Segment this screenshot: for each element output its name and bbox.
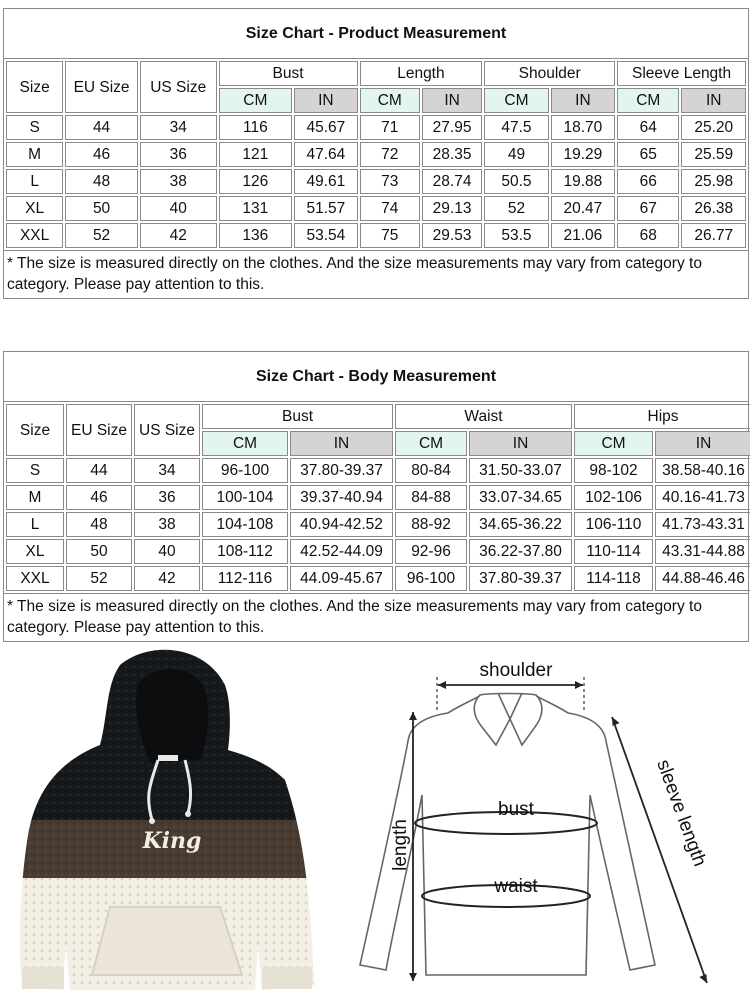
table-cell: 74 [360,196,420,221]
unit-in-header: IN [290,431,393,456]
unit-in-header: IN [551,88,615,113]
table-cell: 34 [134,458,200,483]
table-cell: XXL [6,566,64,591]
table-cell: 47.64 [294,142,357,167]
product-table-row [6,115,746,140]
body-table-row [6,539,750,564]
table-cell: 96-100 [395,566,467,591]
table-cell: XL [6,196,63,221]
unit-cm-header: CM [202,431,288,456]
table-cell: 46 [65,142,138,167]
table-cell: 43.31-44.88 [655,539,750,564]
table-cell: L [6,169,63,194]
table-cell: 29.13 [422,196,482,221]
diagram-bust-label: bust [498,799,534,820]
table-cell: 40.94-42.52 [290,512,393,537]
group-header-shoulder: Shoulder [484,61,615,86]
table-cell: 40.16-41.73 [655,485,750,510]
table-cell: 53.5 [484,223,548,248]
us-size-header: US Size [134,404,200,456]
table-cell: 44 [65,115,138,140]
table-cell: 96-100 [202,458,288,483]
product-size-chart [3,8,749,299]
table-cell: 80-84 [395,458,467,483]
table-cell: 48 [65,169,138,194]
size-header: Size [6,404,64,456]
group-header-sleeve-length: Sleeve Length [617,61,746,86]
diagram-shoulder-label: shoulder [479,660,553,681]
group-header-bust: Bust [202,404,393,429]
table-cell: 33.07-34.65 [469,485,572,510]
table-cell: 34.65-36.22 [469,512,572,537]
table-cell: 44.88-46.46 [655,566,750,591]
table-cell: XL [6,539,64,564]
table-cell: 25.20 [681,115,746,140]
table-cell: 51.57 [294,196,357,221]
table-cell: XXL [6,223,63,248]
table-cell: 36 [134,485,200,510]
table-cell: 92-96 [395,539,467,564]
table-cell: 88-92 [395,512,467,537]
eu-size-header: EU Size [65,61,138,113]
table-cell: 106-110 [574,512,653,537]
hoodie-product-image [0,645,330,1000]
table-cell: 49 [484,142,548,167]
table-cell: 121 [219,142,293,167]
table-cell: 98-102 [574,458,653,483]
eu-size-header: EU Size [66,404,132,456]
table-cell: 52 [66,566,132,591]
table-cell: 31.50-33.07 [469,458,572,483]
body-table-row [6,485,750,510]
product-size-table [4,59,748,250]
table-cell: 42 [140,223,217,248]
table-cell: 28.74 [422,169,482,194]
table-cell: 34 [140,115,217,140]
table-cell: 110-114 [574,539,653,564]
table-cell: 36.22-37.80 [469,539,572,564]
product-table-row [6,196,746,221]
table-cell: 38.58-40.16 [655,458,750,483]
table-cell: 52 [65,223,138,248]
product-table-row [6,223,746,248]
table-cell: 49.61 [294,169,357,194]
table-cell: 131 [219,196,293,221]
table-cell: M [6,142,63,167]
unit-cm-header: CM [484,88,548,113]
table-cell: 28.35 [422,142,482,167]
table-cell: 37.80-39.37 [290,458,393,483]
body-chart-note: * The size is measured directly on the clothes. And the size measurements may vary from category to category. Please pay attention to this. [4,593,748,641]
unit-in-header: IN [422,88,482,113]
unit-cm-header: CM [617,88,679,113]
group-header-length: Length [360,61,483,86]
unit-cm-header: CM [395,431,467,456]
table-cell: 20.47 [551,196,615,221]
table-cell: 53.54 [294,223,357,248]
table-cell: 38 [140,169,217,194]
table-cell: 52 [484,196,548,221]
table-cell: 136 [219,223,293,248]
table-cell: 66 [617,169,679,194]
table-cell: 68 [617,223,679,248]
unit-cm-header: CM [574,431,653,456]
body-table-row [6,458,750,483]
table-cell: 42 [134,566,200,591]
unit-in-header: IN [294,88,357,113]
table-cell: S [6,458,64,483]
table-cell: 44 [66,458,132,483]
table-cell: 21.06 [551,223,615,248]
table-cell: L [6,512,64,537]
diagram-waist-label: waist [494,876,538,897]
table-cell: 18.70 [551,115,615,140]
unit-in-header: IN [655,431,750,456]
table-cell: 25.59 [681,142,746,167]
table-cell: 47.5 [484,115,548,140]
table-cell: 48 [66,512,132,537]
table-cell: 45.67 [294,115,357,140]
table-cell: 102-106 [574,485,653,510]
group-header-waist: Waist [395,404,572,429]
size-header: Size [6,61,63,113]
us-size-header: US Size [140,61,217,113]
body-size-table [4,402,750,593]
table-cell: 104-108 [202,512,288,537]
table-cell: 108-112 [202,539,288,564]
product-chart-note: * The size is measured directly on the clothes. And the size measurements may vary from category to category. Please pay attention to this. [4,250,748,298]
product-table-row [6,142,746,167]
table-cell: 50 [65,196,138,221]
product-chart-title: Size Chart - Product Measurement [4,9,748,59]
table-cell: 26.77 [681,223,746,248]
table-cell: 75 [360,223,420,248]
measurement-diagram [330,645,750,1000]
product-table-row [6,169,746,194]
table-cell: 39.37-40.94 [290,485,393,510]
body-size-chart [3,351,749,642]
table-cell: 65 [617,142,679,167]
table-cell: 40 [134,539,200,564]
table-cell: 100-104 [202,485,288,510]
group-header-bust: Bust [219,61,358,86]
table-cell: 67 [617,196,679,221]
table-cell: 84-88 [395,485,467,510]
table-cell: 41.73-43.31 [655,512,750,537]
table-cell: 50 [66,539,132,564]
table-cell: 19.29 [551,142,615,167]
unit-cm-header: CM [360,88,420,113]
table-cell: 36 [140,142,217,167]
hoodie-chest-text: King [142,828,202,854]
body-table-row [6,512,750,537]
table-cell: 37.80-39.37 [469,566,572,591]
table-cell: 26.38 [681,196,746,221]
table-cell: 71 [360,115,420,140]
unit-in-header: IN [681,88,746,113]
table-cell: 27.95 [422,115,482,140]
diagram-length-label: length [390,819,411,871]
table-cell: 40 [140,196,217,221]
body-chart-title: Size Chart - Body Measurement [4,352,748,402]
table-cell: 46 [66,485,132,510]
table-cell: 112-116 [202,566,288,591]
group-header-hips: Hips [574,404,750,429]
body-table-row [6,566,750,591]
table-cell: S [6,115,63,140]
table-cell: 114-118 [574,566,653,591]
table-cell: M [6,485,64,510]
table-cell: 44.09-45.67 [290,566,393,591]
table-cell: 73 [360,169,420,194]
table-cell: 64 [617,115,679,140]
table-cell: 19.88 [551,169,615,194]
table-cell: 25.98 [681,169,746,194]
diagram-sleeve-length-label: sleeve length [652,756,711,870]
table-cell: 126 [219,169,293,194]
table-cell: 50.5 [484,169,548,194]
table-cell: 29.53 [422,223,482,248]
table-cell: 116 [219,115,293,140]
unit-cm-header: CM [219,88,293,113]
table-cell: 72 [360,142,420,167]
table-cell: 38 [134,512,200,537]
table-cell: 42.52-44.09 [290,539,393,564]
unit-in-header: IN [469,431,572,456]
